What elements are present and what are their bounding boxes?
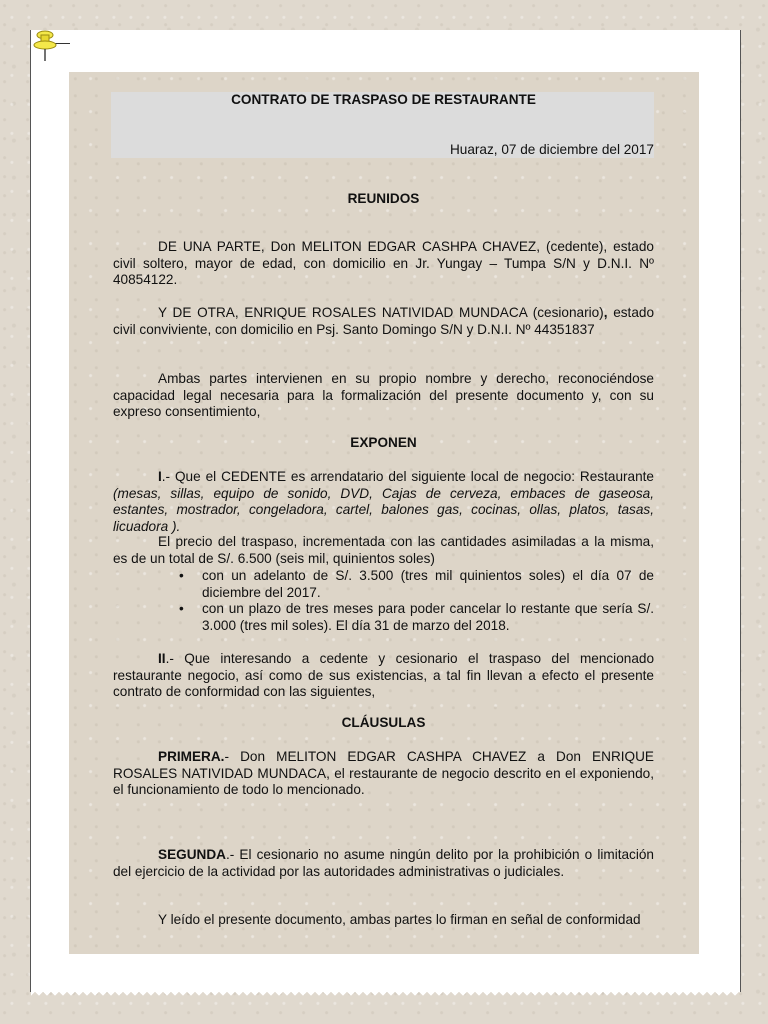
party-two-paragraph [113, 305, 654, 338]
document-sheet [69, 72, 699, 954]
clause-primera-text: - Don MELITON EDGAR CASHPA CHAVEZ a Don ENRIQUE ROSALES NATIVIDAD MUNDACA, el restaurante de negocio descrito en el exponiendo, el funcionamiento de todo lo mencionado. [113, 749, 654, 797]
clause-primera [113, 749, 654, 799]
payment-item-advance: • con un adelanto de S/. 3.500 (tres mil quinientos soles) el día 07 de diciembre del 2017. [113, 568, 654, 601]
item-two-label: II [158, 651, 166, 666]
party-two-rest: estado civil conviviente, con domicilio en Psj. Santo Domingo S/N y D.N.I. Nº 44351837 [113, 305, 655, 337]
clause-segunda [113, 847, 654, 880]
closing-paragraph: Y leído el presente documento, ambas partes lo firman en señal de conformidad [158, 912, 641, 927]
item-two-text: .- Que interesando a cedente y cesionario el traspaso del mencionado restaurante negocio, así como de sus existencias, a tal fin llevan a efecto el presente contrato de conformidad con las siguientes, [113, 651, 654, 699]
payment-list [113, 568, 654, 634]
heading-exponen: EXPONEN [350, 435, 417, 450]
item-one-label: I [158, 469, 162, 484]
heading-clausulas: CLÁUSULAS [341, 715, 426, 730]
heading-reunidos: REUNIDOS [347, 191, 420, 206]
item-one-paragraph [113, 469, 654, 535]
both-parties-paragraph: Ambas partes intervienen en su propio nombre y derecho, reconociéndose capacidad legal necesaria para la formalización del presente documento y, con su expreso consentimiento, [113, 371, 654, 419]
place-date: Huaraz, 07 de diciembre del 2017 [449, 142, 654, 157]
pushpin-icon [32, 30, 58, 62]
party-one-paragraph: DE UNA PARTE, Don MELITON EDGAR CASHPA CHAVEZ, (cedente), estado civil soltero, mayor de edad, con domicilio en Jr. Yungay – Tumpa S/N y D.N.I. Nº 40854122. [113, 239, 654, 287]
item-one-text: .- Que el CEDENTE es arrendatario del siguiente local de negocio: Restaurante [161, 469, 654, 484]
clause-segunda-text: .- El cesionario no asume ningún delito por la prohibición o limitación del ejercicio de la actividad por las autoridades administrativas o judiciales. [113, 847, 654, 879]
party-two-lead: Y DE OTRA, ENRIQUE ROSALES NATIVIDAD MUNDACA (cesionario) [158, 305, 604, 320]
party-two-comma: , [603, 305, 608, 320]
document-title: CONTRATO DE TRASPASO DE RESTAURANTE [231, 92, 536, 107]
clause-primera-label: PRIMERA. [158, 749, 225, 764]
item-two-paragraph [113, 651, 654, 701]
item-one-inventory: (mesas, sillas, equipo de sonido, DVD, Cajas de cerveza, embaces de gaseosa, estantes, mostrador, congeladora, cartel, balones gas, cocinas, ollas, platos, tasas, licuadora ). [113, 485, 654, 534]
price-paragraph: El precio del traspaso, incrementada con las cantidades asimiladas a la misma, es de un total de S/. 6.500 (seis mil, quinientos soles) [113, 534, 654, 566]
clause-segunda-label: SEGUNDA [158, 847, 226, 862]
payment-item-balance: • con un plazo de tres meses para poder cancelar lo restante que sería S/. 3.000 (tres mil soles). El día 31 de marzo del 2018. [113, 601, 654, 634]
